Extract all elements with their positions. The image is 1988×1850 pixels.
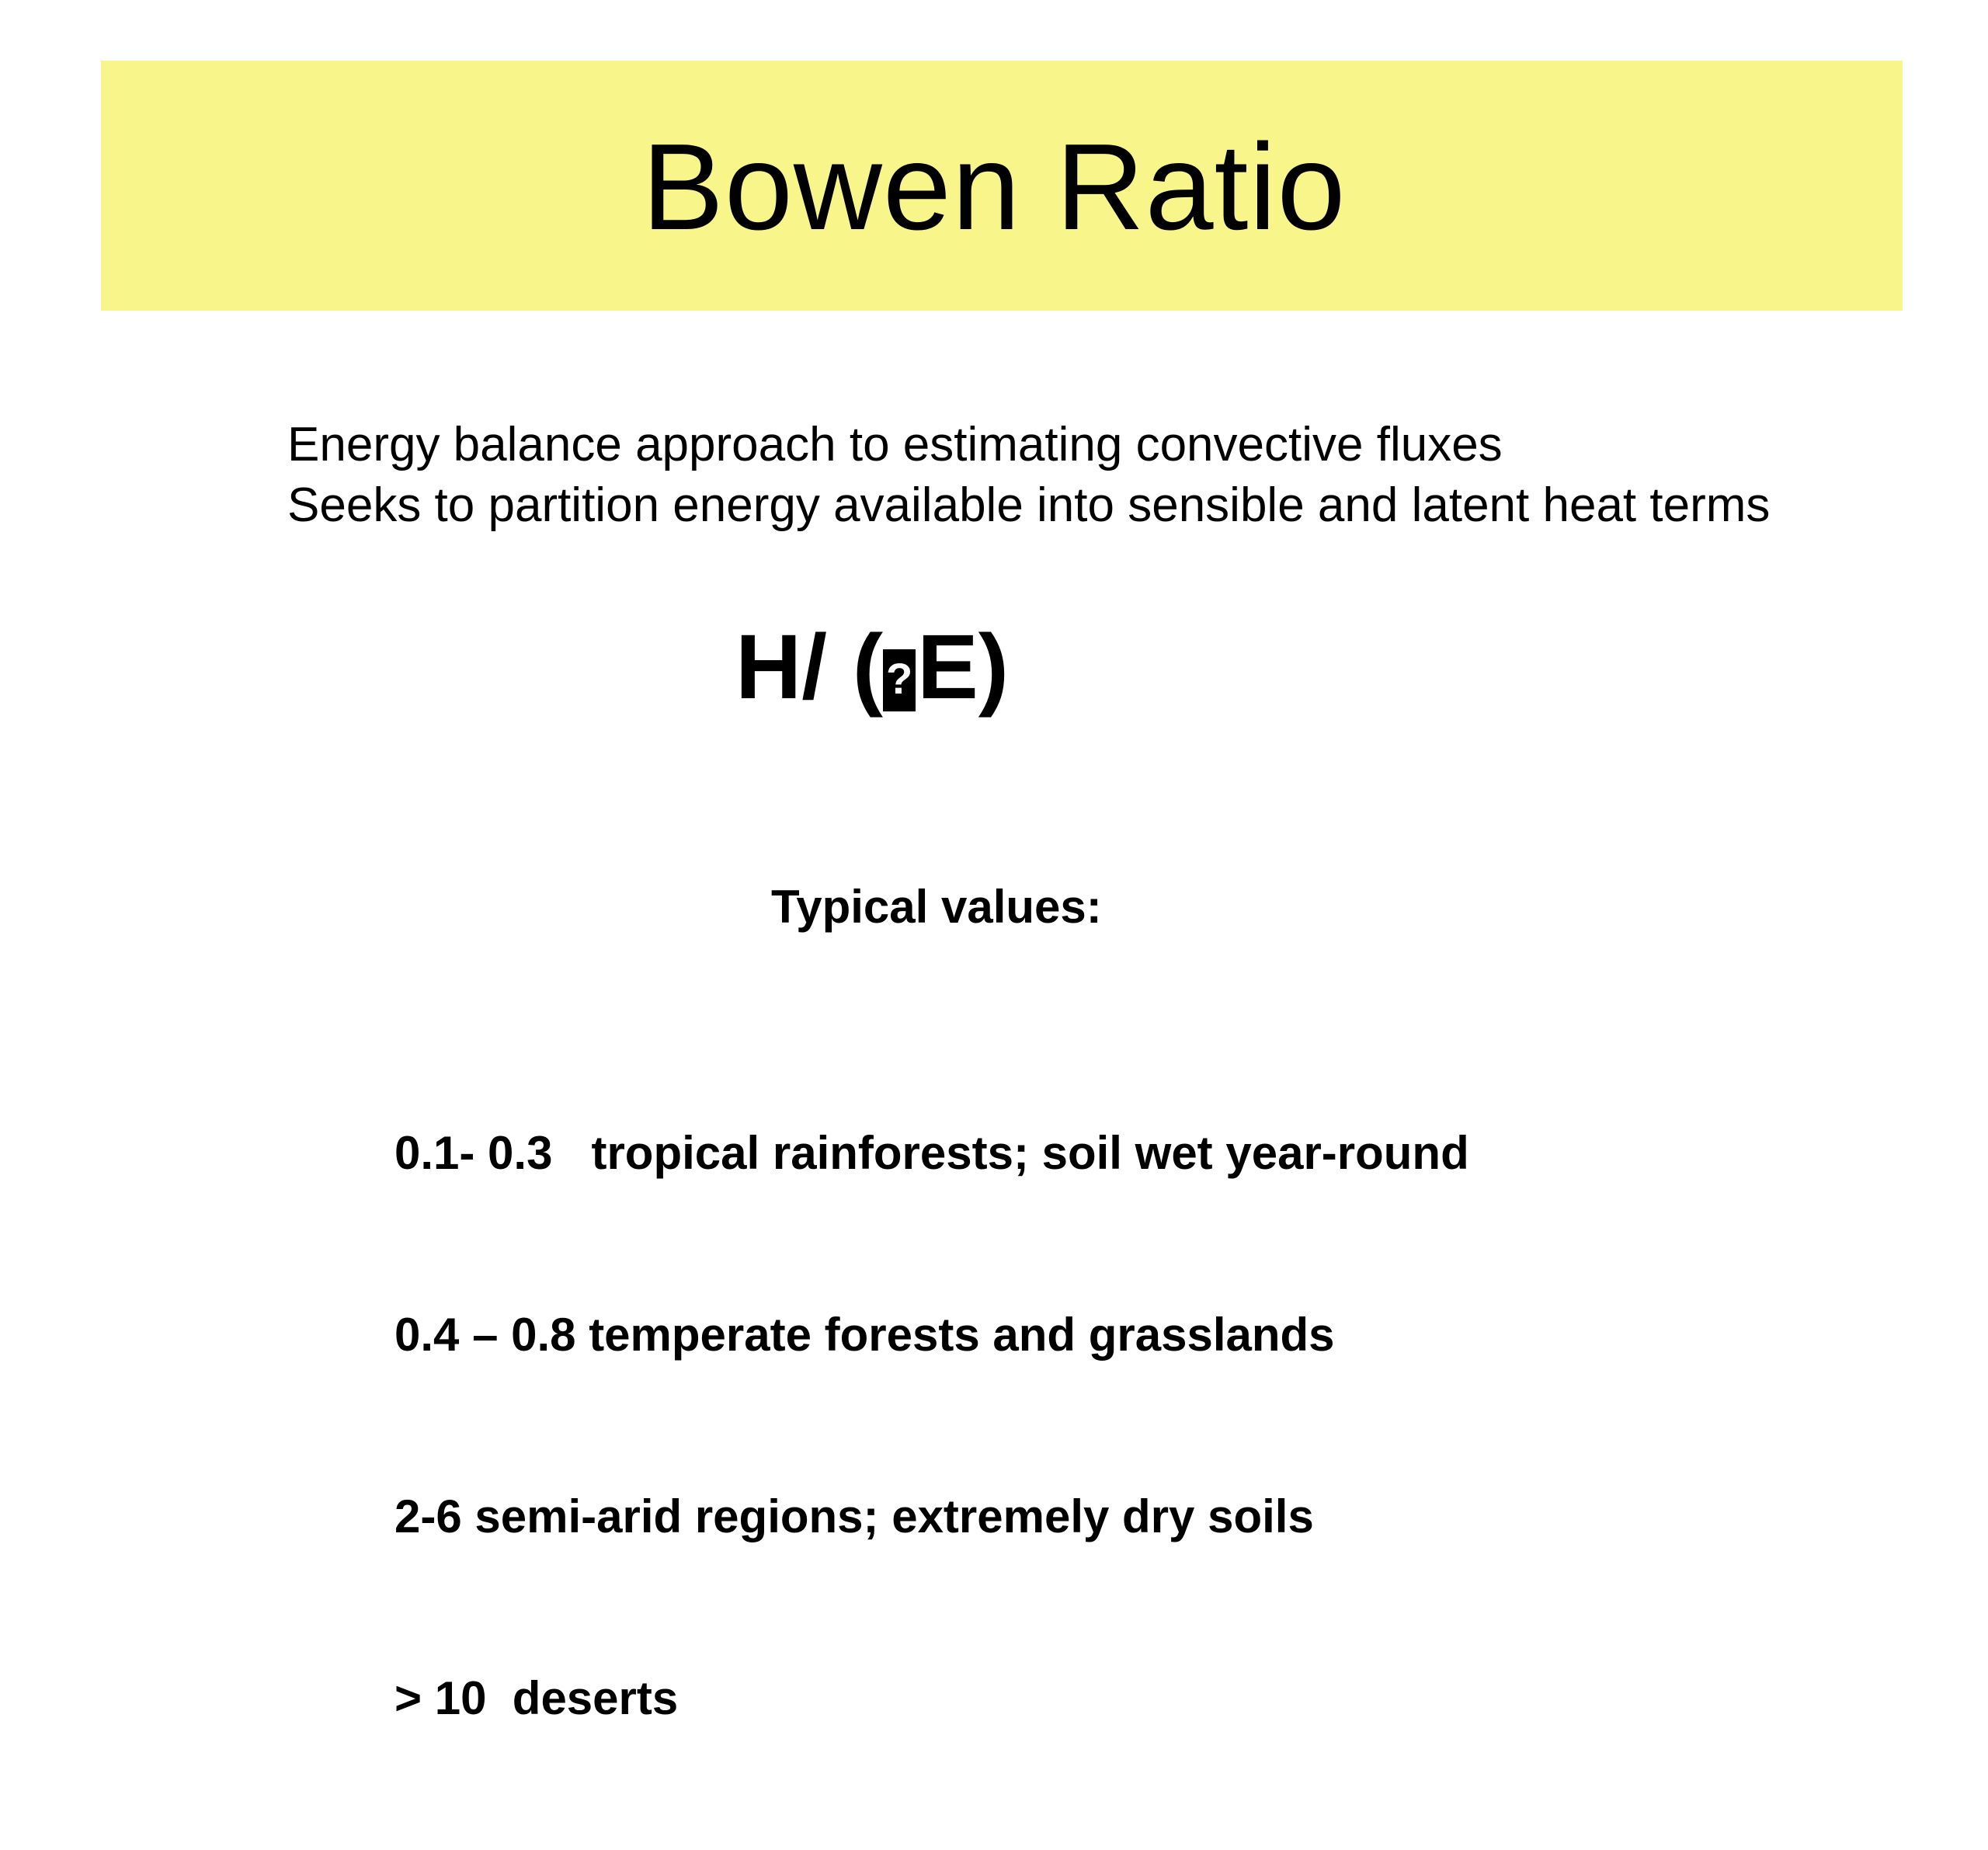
typical-value-row-2: 0.4 – 0.8 temperate forests and grasslands [394, 1309, 1335, 1361]
typical-values-heading: Typical values: [771, 881, 1102, 933]
formula-suffix: E) [917, 616, 1010, 718]
slide-title: Bowen Ratio [641, 119, 1347, 256]
formula-prefix: H/ ( [735, 616, 884, 718]
typical-value-row-1: 0.1- 0.3 tropical rainforests; soil wet year-round [394, 1127, 1469, 1179]
typical-values-list [394, 1002, 1469, 1850]
typical-value-row-3: 2-6 semi-arid regions; extremely dry soils [394, 1490, 1314, 1542]
bowen-ratio-formula [735, 616, 1010, 718]
intro-text [287, 415, 1770, 536]
missing-glyph-symbol: ? [883, 649, 916, 711]
intro-line-1: Energy balance approach to estimating convective fluxes [287, 418, 1503, 471]
intro-line-2: Seeks to partition energy available into sensible and latent heat terms [287, 478, 1771, 532]
typical-value-row-4: > 10 deserts [394, 1672, 679, 1724]
